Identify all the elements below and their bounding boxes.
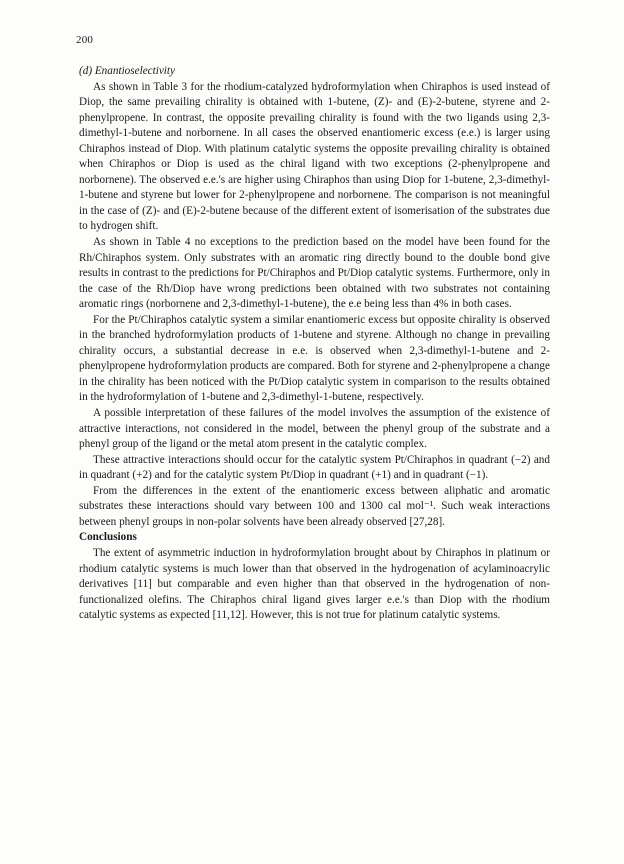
subsection-heading: (d) Enantioselectivity <box>79 65 175 77</box>
paragraph-interpretation: A possible interpretation of these failures of the model involves the assumption of the existence of attractive interactions, not considered in the model, between the phenyl group of the substrate and a phenyl group of the ligand or the metal atom present in the catalytic complex. <box>79 407 550 451</box>
paragraph-pt-chiraphos: For the Pt/Chiraphos catalytic system a similar enantiomeric excess but opposite chirality is observed in the branched hydroformylation products of 1-butene and styrene. Although no change in prevailing chirality occurs, a substantial decrease in e.e. is observed when 2,3-dimethyl-1-butene and 2-phenylpropene hydroformylation products are compared. Both for styrene and 2-phenylpropene a change in the chirality has been noticed with the Pt/Diop catalytic system in comparison to the results obtained in the hydroformylation of 1-butene and 2,3-dimethyl-1-butene, respectively. <box>79 313 550 404</box>
page-number: 200 <box>76 34 94 46</box>
paragraph-conclusions: The extent of asymmetric induction in hydroformylation brought about by Chiraphos in platinum or rhodium catalytic systems is much lower than that observed in the hydrogenation of acylaminoacrylic derivatives [11] but comparable and even higher than that observed in the hydrogenation of non-functionalized olefins. The Chiraphos chiral ligand gives larger e.e.'s than Diop with the rhodium catalytic systems as expected [11,12]. However, this is not true for platinum catalytic systems. <box>79 546 550 622</box>
paragraph-table4-predictions: As shown in Table 4 no exceptions to the prediction based on the model have been found for the Rh/Chiraphos system. Only substrates with an aromatic ring directly bound to the double bond give results in contrast to the predictions for Pt/Chiraphos and Pt/Diop catalytic systems. Furthermore, only in the case of the Rh/Diop have wrong predictions been obtained with two substrates not containing aromatic rings (norbornene and 2,3-dimethyl-1-butene), the e.e being less than 4% in both cases. <box>79 236 550 311</box>
paragraph-enantioselectivity-table3: As shown in Table 3 for the rhodium-catalyzed hydroformylation when Chiraphos is used instead of Diop, the same prevailing chirality is obtained with 1-butene, (Z)- and (E)-2-butene, styrene and 2-phenylpropene. In contrast, the opposite prevailing chirality is found with the two ligands using 2,3-dimethyl-1-butene and norbornene. In all cases the observed enantiomeric excess (e.e.) is larger using Chiraphos instead of Diop. With platinum catalytic systems the opposite prevailing chirality is obtained when Chiraphos or Diop is used as the chiral ligand with two exceptions (2-phenylpropene and norbornene). The observed e.e.'s are higher using Chiraphos than using Diop for 1-butene, 2,3-dimethyl-1-butene and styrene but lower for 2-phenylpropene and norbornene. The comparison is not meaningful in the case of (Z)- and (E)-2-butene because of the different extent of isomerisation of the substrates due to hydrogen shift. <box>79 80 550 233</box>
body-text <box>79 64 550 624</box>
paragraph-attractive-interactions: These attractive interactions should occur for the catalytic system Pt/Chiraphos in quadrant (−2) and in quadrant (+2) and for the catalytic system Pt/Diop in quadrant (+1) and in quadrant (−1). <box>79 453 550 482</box>
paragraph-interaction-energy: From the differences in the extent of the enantiomeric excess between aliphatic and aromatic substrates these interactions should vary between 100 and 1300 cal mol⁻¹. Such weak interactions between phenyl groups in non-polar solvents have been already observed [27,28]. <box>79 484 550 528</box>
section-heading-conclusions: Conclusions <box>79 531 137 544</box>
